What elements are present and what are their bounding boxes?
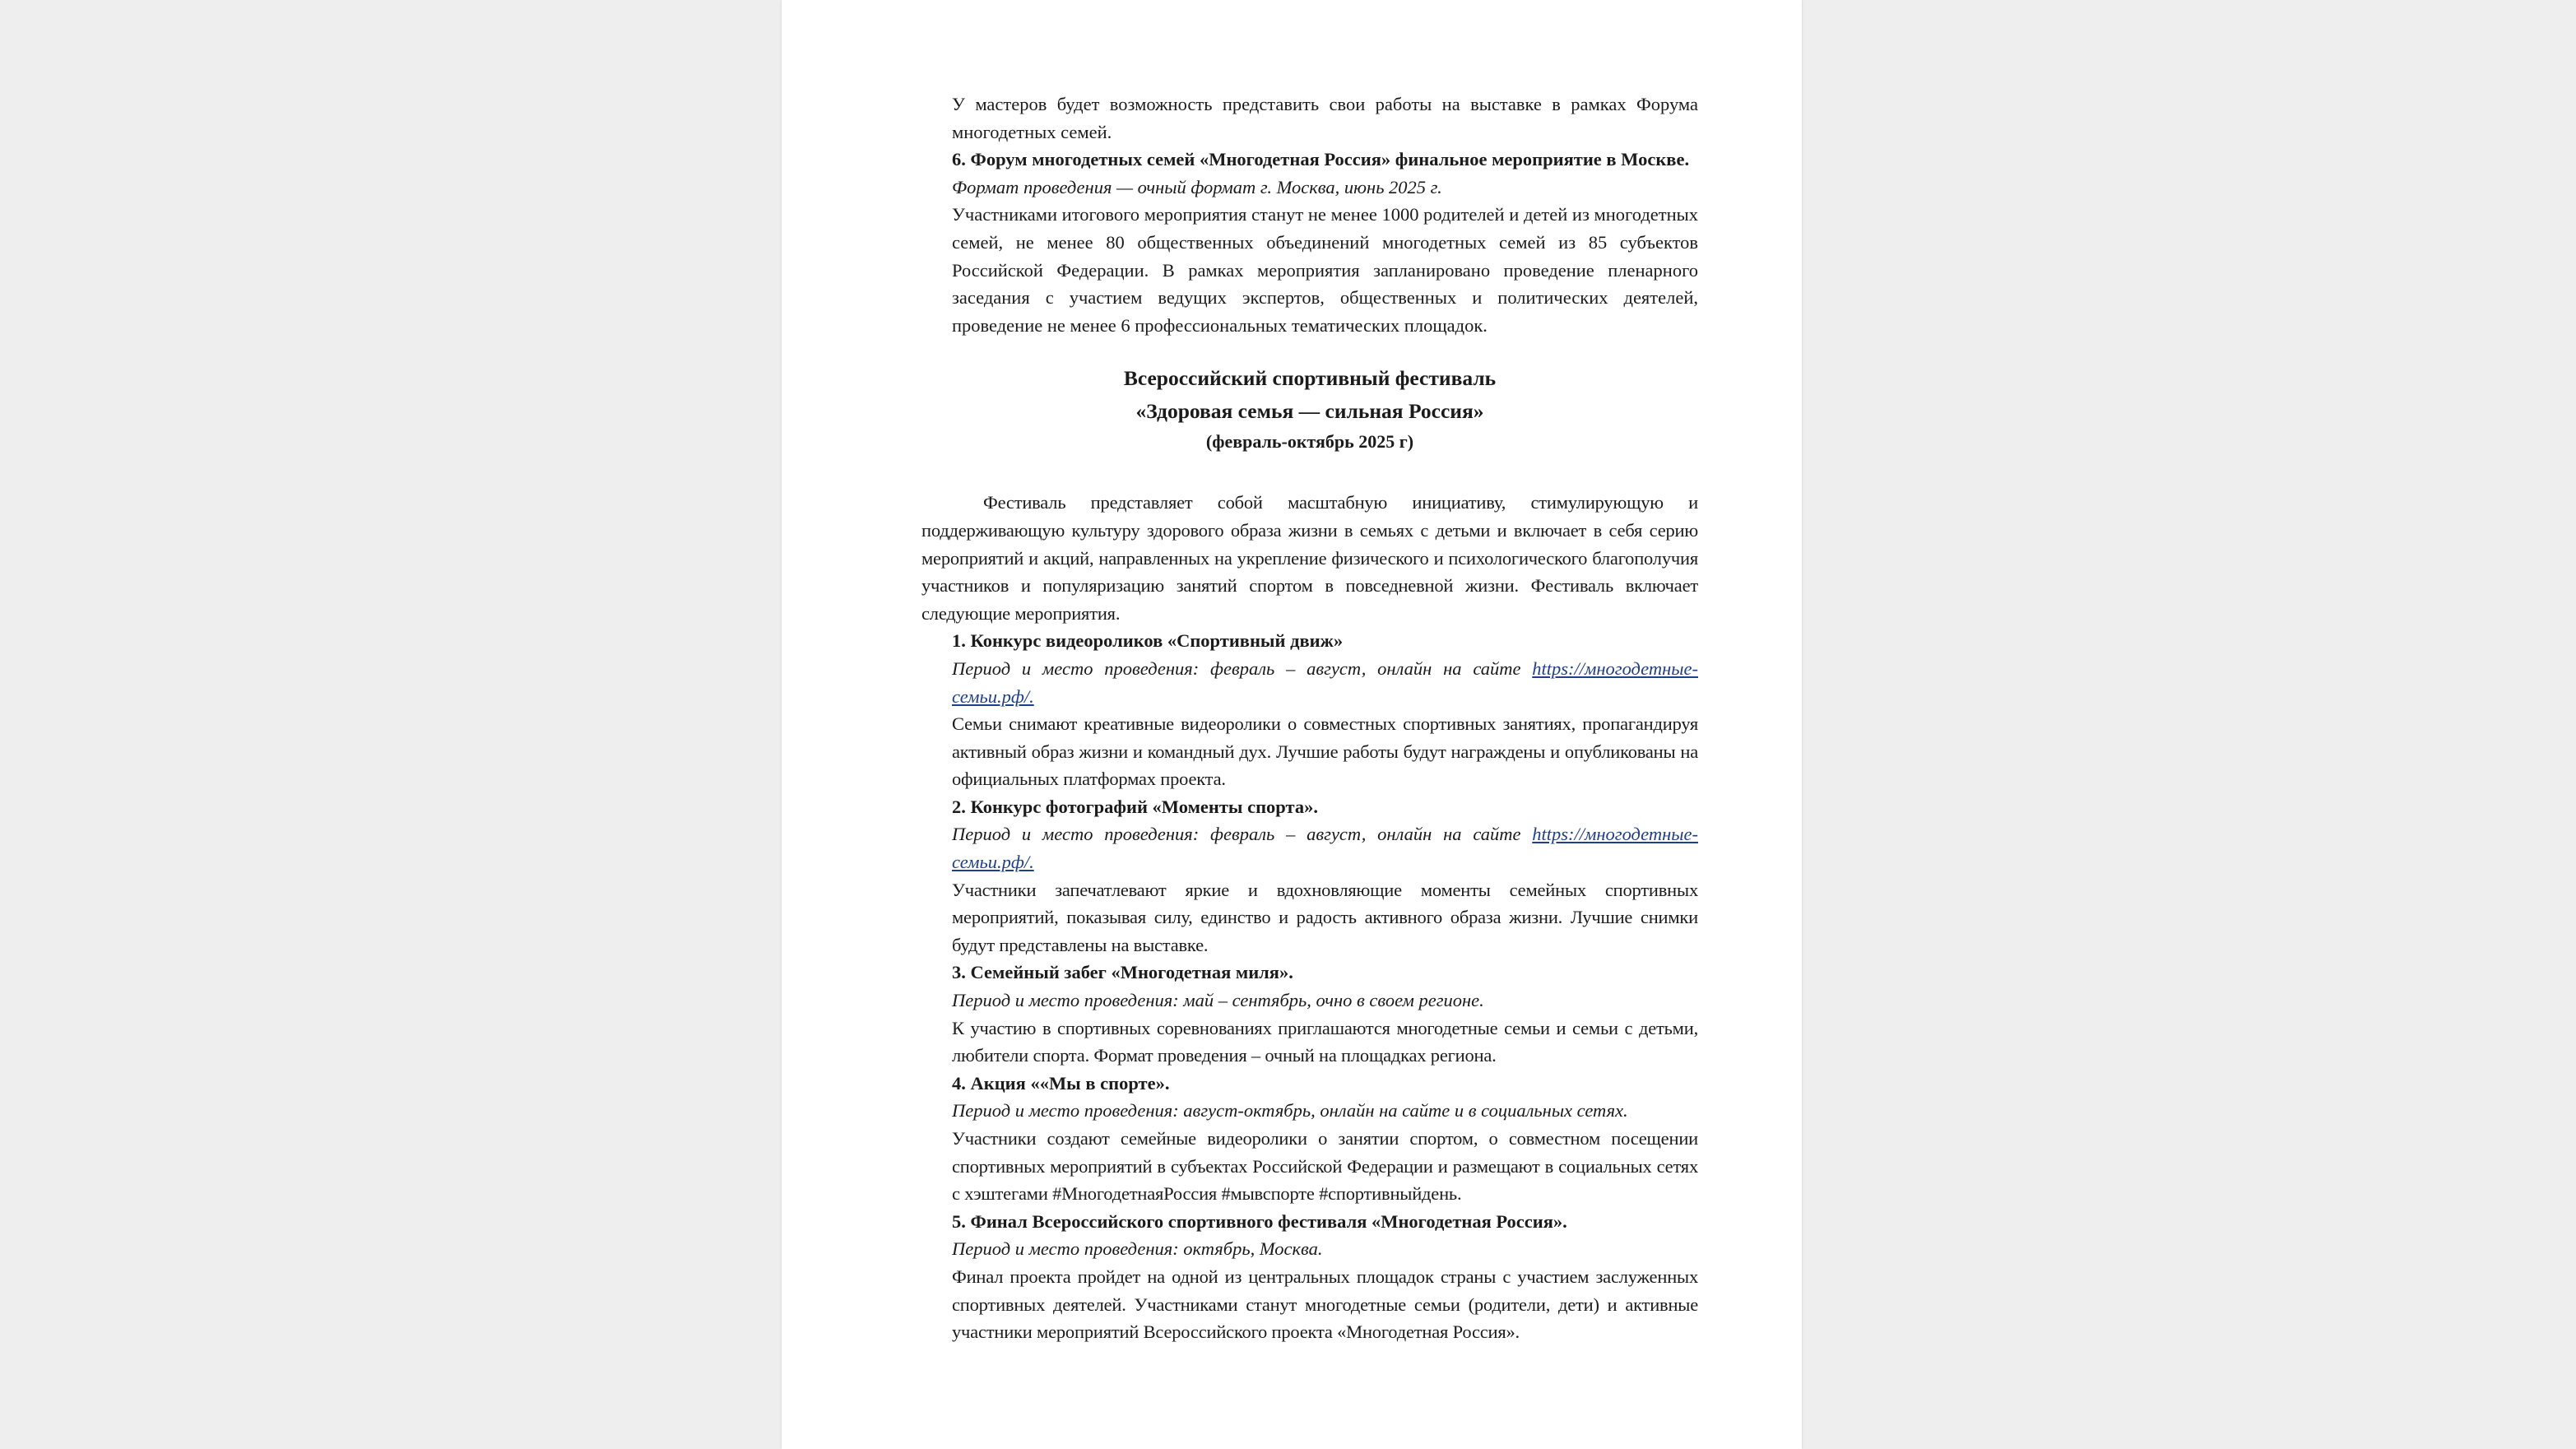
intro-paragraph: У мастеров будет возможность представить свои работы на выставке в рамках Форума многодетных семей.	[952, 94, 1698, 142]
item-5-period	[921, 1235, 1698, 1263]
item-4-title: 4. Акция ««Мы в спорте».	[952, 1072, 1170, 1094]
section-6-text: Участниками итогового мероприятия станут не менее 1000 родителей и детей из многодетных семей, не менее 80 общественных объединений многодетных семей из 85 субъектов Российской Федерации. В рамках мероприятия запланировано проведение пленарного заседания с участием ведущих экспертов, общественных и политических деятелей, проведение не менее 6 профессиональных тематических площадок.	[952, 204, 1698, 336]
item-2-text: Участники запечатлевают яркие и вдохновляющие моменты семейных спортивных мероприятий, показывая силу, единство и радость активного образа жизни. Лучшие снимки будут представлены на выставке.	[952, 879, 1698, 955]
item-3-period-value: : май – сентябрь, очно в своем регионе.	[1172, 990, 1484, 1011]
item-4-period-value: : август-октябрь, онлайн на сайте и в социальных сетях.	[1172, 1100, 1628, 1122]
item-2-link[interactable]: https://многодетные-семьи.рф/.	[952, 824, 1698, 873]
item-4-text: Участники создают семейные видеоролики о занятии спортом, о совместном посещении спортивных мероприятий в субъектах Российской Федерации и размещают в социальных сетях с хэштегами #МногодетнаяРоссия #мывспорте #спортивныйдень.	[952, 1128, 1698, 1205]
item-5-title: 5. Финал Всероссийского спортивного фестиваля «Многодетная Россия».	[952, 1210, 1567, 1232]
section-6-title: 6. Форум многодетных семей «Многодетная Россия» финальное мероприятие в Москве.	[952, 149, 1690, 170]
item-1-period-value: : февраль – август, онлайн на сайте	[1192, 657, 1533, 679]
item-2-period-value: : февраль – август, онлайн на сайте	[1192, 824, 1533, 845]
item-1-period-label: Период и место проведения	[952, 657, 1193, 679]
section-6-format: Формат проведения — очный формат г. Москва, июнь 2025 г.	[952, 176, 1442, 197]
item-5-text: Финал проекта пройдет на одной из центральных площадок страны с участием заслуженных спортивных деятелей. Участниками станут многодетные семьи (родители, дети) и активные участники мероприятий Всероссийского проекта «Многодетная Россия».	[952, 1266, 1698, 1343]
item-2-period-label: Период и место проведения	[952, 824, 1193, 845]
item-1-text: Семьи снимают креативные видеоролики о совместных спортивных занятиях, пропагандируя активный образ жизни и командный дух. Лучшие работы будут награждены и опубликованы на официальных платформах проекта.	[952, 713, 1698, 790]
document-content	[921, 91, 1698, 1346]
item-5-period-label: Период и место проведения	[952, 1238, 1173, 1260]
festival-title-line2: «Здоровая семья — сильная Россия»	[1135, 399, 1484, 424]
item-2-period	[921, 820, 1698, 875]
item-3-text: К участию в спортивных соревнованиях приглашаются многодетные семьи и семьи с детьми, любители спорта. Формат проведения – очный на площадках региона.	[952, 1017, 1698, 1066]
item-1-title: 1. Конкурс видеороликов «Спортивный движ»	[952, 630, 1344, 652]
festival-lead-paragraph: Фестиваль представляет собой масштабную инициативу, стимулирующую и поддерживающую культуру здорового образа жизни в семьях с детьми и включает в себя серию мероприятий и акций, направленных на укрепление физического и психологического благополучия участников и популяризацию занятий спортом в повседневной жизни. Фестиваль включает следующие мероприятия.	[921, 492, 1698, 624]
item-1-link[interactable]: https://многодетные-семьи.рф/.	[952, 657, 1698, 707]
item-1-period	[921, 655, 1698, 710]
item-5-period-value: : октябрь, Москва.	[1172, 1238, 1323, 1260]
item-3-period-label: Период и место проведения	[952, 990, 1173, 1011]
festival-title-line1: Всероссийский спортивный фестиваль	[1123, 366, 1497, 391]
item-3-title: 3. Семейный забег «Многодетная миля».	[952, 962, 1293, 983]
festival-dates: (февраль-октябрь 2025 г)	[1205, 431, 1414, 453]
item-4-period	[921, 1097, 1698, 1125]
item-4-period-label: Период и место проведения	[952, 1100, 1173, 1122]
festival-header	[921, 362, 1698, 456]
document-page	[782, 0, 1802, 1449]
item-3-period	[921, 987, 1698, 1015]
item-2-title: 2. Конкурс фотографий «Моменты спорта».	[952, 796, 1318, 817]
